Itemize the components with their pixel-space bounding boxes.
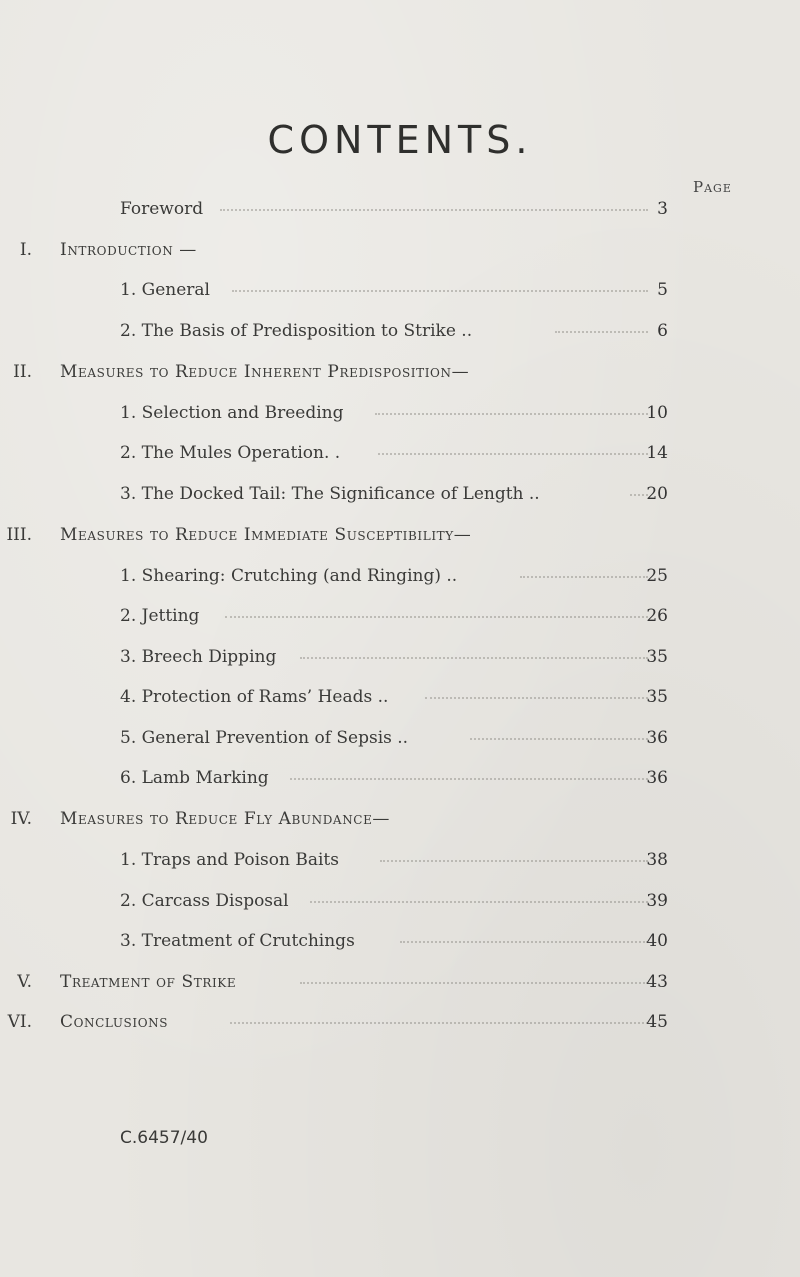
toc-entry-label: 5. General Prevention of Sepsis ..	[120, 728, 409, 748]
toc-page-number: 5	[657, 280, 668, 300]
toc-section-label: Treatment of Strike	[60, 972, 237, 992]
section-numeral: IV.	[10, 809, 32, 829]
toc-page-number: 45	[646, 1012, 668, 1032]
toc-page-number: 39	[646, 891, 668, 911]
toc-entry-label: 1. Shearing: Crutching (and Ringing) ..	[120, 566, 458, 586]
toc-entry-label: 1. Traps and Poison Baits	[120, 850, 339, 870]
section-numeral: III.	[6, 525, 32, 545]
section-numeral: VI.	[7, 1012, 32, 1032]
toc-entry-label: 2. Carcass Disposal	[120, 891, 289, 911]
toc-section-label: Introduction —	[60, 240, 197, 260]
toc-entry-jetting[interactable]	[0, 603, 800, 629]
toc-section-label: Conclusions	[60, 1012, 169, 1032]
dot-leader	[375, 413, 648, 415]
toc-entry-label: Foreword	[120, 199, 204, 219]
toc-section-conclusions[interactable]	[0, 1009, 800, 1035]
toc-entry-docked-tail[interactable]	[0, 481, 800, 507]
toc-page-number: 38	[646, 850, 668, 870]
section-numeral: I.	[19, 240, 32, 260]
toc-entry-carcass-disposal[interactable]	[0, 888, 800, 914]
dot-leader	[232, 290, 648, 292]
print-code: C.6457/40	[120, 1128, 208, 1148]
toc-page-number: 6	[657, 321, 668, 341]
toc-section-treatment-of-strike[interactable]	[0, 969, 800, 995]
dot-leader	[230, 1022, 648, 1024]
toc-entry-label: 2. The Basis of Predisposition to Strike ..	[120, 321, 473, 341]
dot-leader	[300, 657, 648, 659]
toc-section-label: Measures to Reduce Inherent Predisposition—	[60, 362, 470, 382]
toc-entry-traps-baits[interactable]	[0, 847, 800, 873]
toc-entry-label: 6. Lamb Marking	[120, 768, 269, 788]
toc-page-number: 14	[646, 443, 668, 463]
toc-page-number: 36	[646, 768, 668, 788]
toc-page-number: 35	[646, 647, 668, 667]
toc-page-number: 10	[646, 403, 668, 423]
dot-leader	[220, 209, 648, 211]
toc-page-number: 25	[646, 566, 668, 586]
toc-entry-label: 3. Treatment of Crutchings	[120, 931, 355, 951]
dot-leader	[555, 331, 648, 333]
page-title: CONTENTS.	[267, 118, 533, 162]
toc-page-number: 43	[646, 972, 668, 992]
toc-page-number: 26	[646, 606, 668, 626]
dot-leader	[520, 576, 648, 578]
toc-section-label: Measures to Reduce Fly Abundance—	[60, 809, 391, 829]
toc-entry-basis-predisposition[interactable]	[0, 318, 800, 344]
toc-entry-shearing[interactable]	[0, 563, 800, 589]
toc-entry-label: 1. Selection and Breeding	[120, 403, 344, 423]
toc-entry-label: 3. The Docked Tail: The Significance of Length ..	[120, 484, 540, 504]
toc-entry-crutchings[interactable]	[0, 928, 800, 954]
toc-page-number: 20	[646, 484, 668, 504]
dot-leader	[378, 453, 648, 455]
toc-entry-label: 2. The Mules Operation. .	[120, 443, 341, 463]
page-column-header: Page	[693, 178, 732, 196]
section-numeral: II.	[13, 362, 32, 382]
toc-section-fly-abundance[interactable]	[0, 806, 800, 832]
toc-section-label: Measures to Reduce Immediate Susceptibility—	[60, 525, 472, 545]
toc-section-inherent-predisposition[interactable]	[0, 359, 800, 385]
toc-entry-selection-breeding[interactable]	[0, 400, 800, 426]
toc-entry-sepsis[interactable]	[0, 725, 800, 751]
toc-page-number: 36	[646, 728, 668, 748]
toc-entry-label: 1. General	[120, 280, 210, 300]
dot-leader	[290, 778, 648, 780]
dot-leader	[400, 941, 648, 943]
toc-section-introduction[interactable]	[0, 237, 800, 263]
dot-leader	[225, 616, 648, 618]
dot-leader	[425, 697, 648, 699]
toc-entry-breech-dipping[interactable]	[0, 644, 800, 670]
toc-entry-label: 3. Breech Dipping	[120, 647, 277, 667]
dot-leader	[300, 982, 648, 984]
toc-page-number: 3	[657, 199, 668, 219]
dot-leader	[380, 860, 648, 862]
toc-entry-label: 2. Jetting	[120, 606, 200, 626]
toc-entry-label: 4. Protection of Rams’ Heads ..	[120, 687, 389, 707]
toc-entry-general[interactable]	[0, 277, 800, 303]
toc-entry-foreword[interactable]	[0, 196, 800, 222]
dot-leader	[470, 738, 648, 740]
dot-leader	[310, 901, 648, 903]
toc-entry-rams-heads[interactable]	[0, 684, 800, 710]
toc-page-number: 40	[646, 931, 668, 951]
dot-leader	[630, 494, 648, 496]
toc-entry-lamb-marking[interactable]	[0, 765, 800, 791]
toc-entry-mules-operation[interactable]	[0, 440, 800, 466]
toc-section-immediate-susceptibility[interactable]	[0, 522, 800, 548]
toc-page-number: 35	[646, 687, 668, 707]
section-numeral: V.	[17, 972, 32, 992]
